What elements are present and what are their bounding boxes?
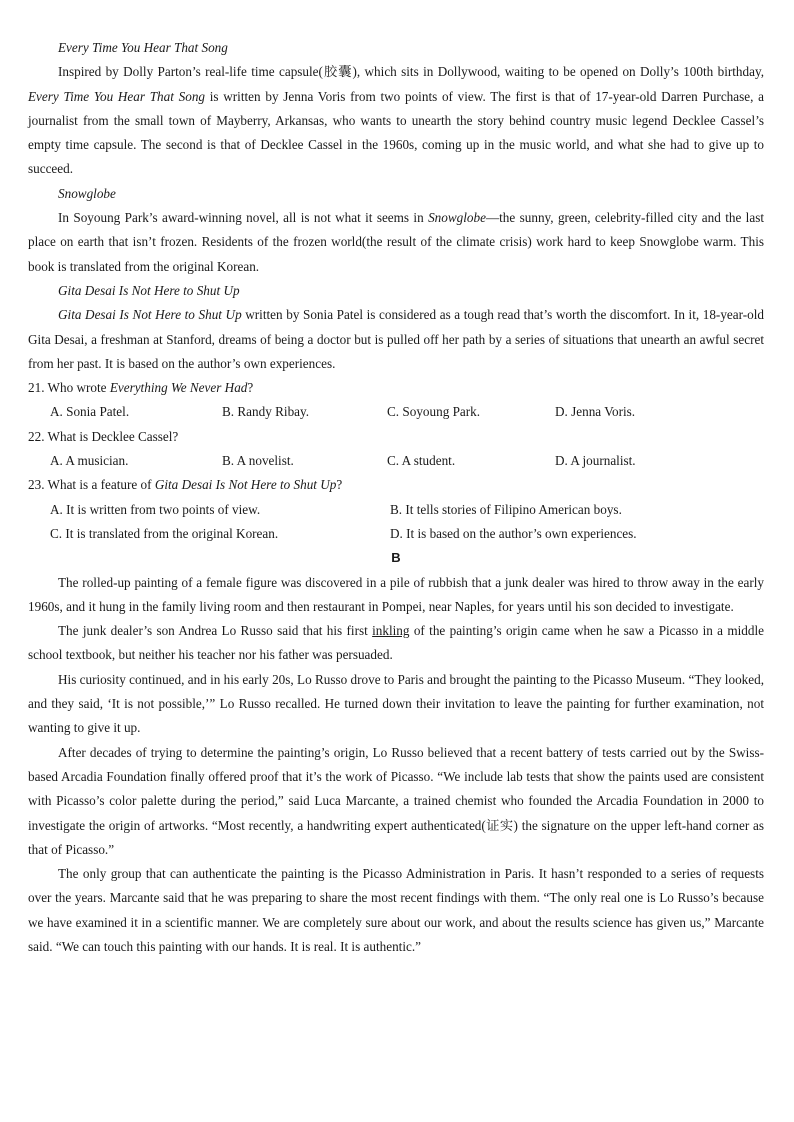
option-a: A. Sonia Patel. bbox=[50, 404, 130, 420]
options bbox=[28, 449, 764, 473]
options-row-1 bbox=[28, 498, 764, 522]
text: ? bbox=[247, 380, 254, 396]
text: 22. What is Decklee Cassel? bbox=[28, 428, 179, 444]
question-22 bbox=[28, 425, 764, 474]
book-title-2: Snowglobe bbox=[58, 185, 116, 201]
italic-title: Every Time You Hear That Song bbox=[28, 88, 206, 104]
paragraph-1 bbox=[28, 60, 764, 181]
text: written by Sonia Patel is considered as a tough read that’s worth the discomfort. In it, 18-year-old Gita Desai, a freshman at Stanford, dreams of being a doctor but is pulled off her path by a series of situations that unearth an awful secret from her past. It is based on the author’s own experiences. bbox=[28, 307, 764, 371]
text: ? bbox=[336, 477, 343, 493]
text: of the painting’s origin came when he saw a Picasso in a middle school textbook, but neither his teacher nor his father was persuaded. bbox=[28, 623, 765, 663]
text: 21. Who wrote bbox=[28, 380, 110, 396]
option-d: D. Jenna Voris. bbox=[555, 404, 636, 420]
question-stem bbox=[28, 376, 764, 400]
italic-title: Snowglobe bbox=[428, 210, 486, 226]
options bbox=[28, 400, 764, 424]
text: In Soyoung Park’s award-winning novel, all is not what it seems in bbox=[58, 210, 429, 226]
option-b: B. Randy Ribay. bbox=[222, 404, 310, 420]
option-c: C. Soyoung Park. bbox=[387, 404, 481, 420]
question-stem bbox=[28, 473, 764, 497]
paragraph-b4: After decades of trying to determine the painting’s origin, Lo Russo believed that a recent battery of tests carried out by the Swiss-based Arcadia Foundation finally offered proof that it’s the work of Picasso. “We include lab tests that show the paints used are consistent with Picasso’s color palette during the period,” said Luca Marcante, a trained chemist who founded the Arcadia Foundation in 2000 to investigate the origin of artworks. “Most recently, a handwriting expert authenticated(证实) the signature on the upper left-hand corner as that of Picasso.” bbox=[28, 744, 764, 857]
question-stem bbox=[28, 425, 764, 449]
section-heading: B bbox=[391, 550, 401, 566]
paragraph-b2 bbox=[28, 619, 764, 668]
book-title-1: Every Time You Hear That Song bbox=[58, 40, 228, 55]
paragraph-b1: The rolled-up painting of a female figure was discovered in a pile of rubbish that a junk dealer was hired to throw away in the early 1960s, and it hung in the family living room and then restaurant in Pompei, near Naples, for years until his son decided to investigate. bbox=[28, 574, 764, 614]
italic-title: Gita Desai Is Not Here to Shut Up bbox=[154, 477, 337, 493]
option-a: A. It is written from two points of view. bbox=[50, 501, 261, 517]
option-b: B. A novelist. bbox=[222, 453, 294, 469]
book-title-3: Gita Desai Is Not Here to Shut Up bbox=[58, 282, 240, 298]
option-d: D. A journalist. bbox=[555, 453, 636, 469]
option-d: D. It is based on the author’s own experiences. bbox=[390, 525, 637, 541]
italic-title: Everything We Never Had bbox=[109, 380, 248, 396]
text: The junk dealer’s son Andrea Lo Russo said that his first bbox=[58, 623, 373, 639]
option-b: B. It tells stories of Filipino American boys. bbox=[390, 501, 622, 517]
question-21 bbox=[28, 376, 764, 425]
option-a: A. A musician. bbox=[50, 453, 129, 469]
text: Inspired by Dolly Parton’s real-life time capsule(胶囊), which sits in Dollywood, waiting to be opened on Dolly’s 100th birthday, bbox=[58, 64, 764, 80]
text: 23. What is a feature of bbox=[28, 477, 155, 493]
paragraph-b3: His curiosity continued, and in his early 20s, Lo Russo drove to Paris and brought the painting to the Picasso Museum. “They looked, and they said, ‘It is not possible,’” Lo Russo recalled. He turned down their invitation to leave the painting for further examination, not wanting to give it up. bbox=[28, 671, 764, 736]
options-row-2 bbox=[28, 522, 764, 546]
exam-page bbox=[28, 36, 764, 959]
paragraph-b5: The only group that can authenticate the painting is the Picasso Administration in Paris. It hasn’t responded to a series of requests over the years. Marcante said that he was preparing to share the most recent findings with them. “The only real one is Lo Russo’s because we have examined it in a scientific manner. We are completely sure about our work, and about the results science has given us,” Marcante said. “We can touch this painting with our hands. It is real. It is authentic.” bbox=[28, 866, 764, 954]
paragraph-3 bbox=[28, 303, 764, 376]
italic-title: Gita Desai Is Not Here to Shut Up bbox=[58, 307, 242, 323]
option-c: C. A student. bbox=[387, 453, 456, 469]
text: —the sunny, green, celebrity-filled city and the last place on earth that isn’t frozen. Residents of the frozen world(the result of the climate crisis) work hard to keep Snowglobe warm. This book is translated from the original Korean. bbox=[28, 210, 764, 274]
option-c: C. It is translated from the original Korean. bbox=[50, 525, 279, 541]
underlined-word: inkling bbox=[372, 623, 410, 639]
question-23 bbox=[28, 473, 764, 546]
text: is written by Jenna Voris from two points of view. The first is that of 17-year-old Darren Purchase, a journalist from the small town of Mayberry, Arkansas, who wants to unearth the story behind country music legend Decklee Cassel’s empty time capsule. The second is that of Decklee Cassel in the 1960s, coming up in the music world, and what she had to give up to succeed. bbox=[28, 88, 764, 177]
paragraph-2 bbox=[28, 206, 764, 279]
